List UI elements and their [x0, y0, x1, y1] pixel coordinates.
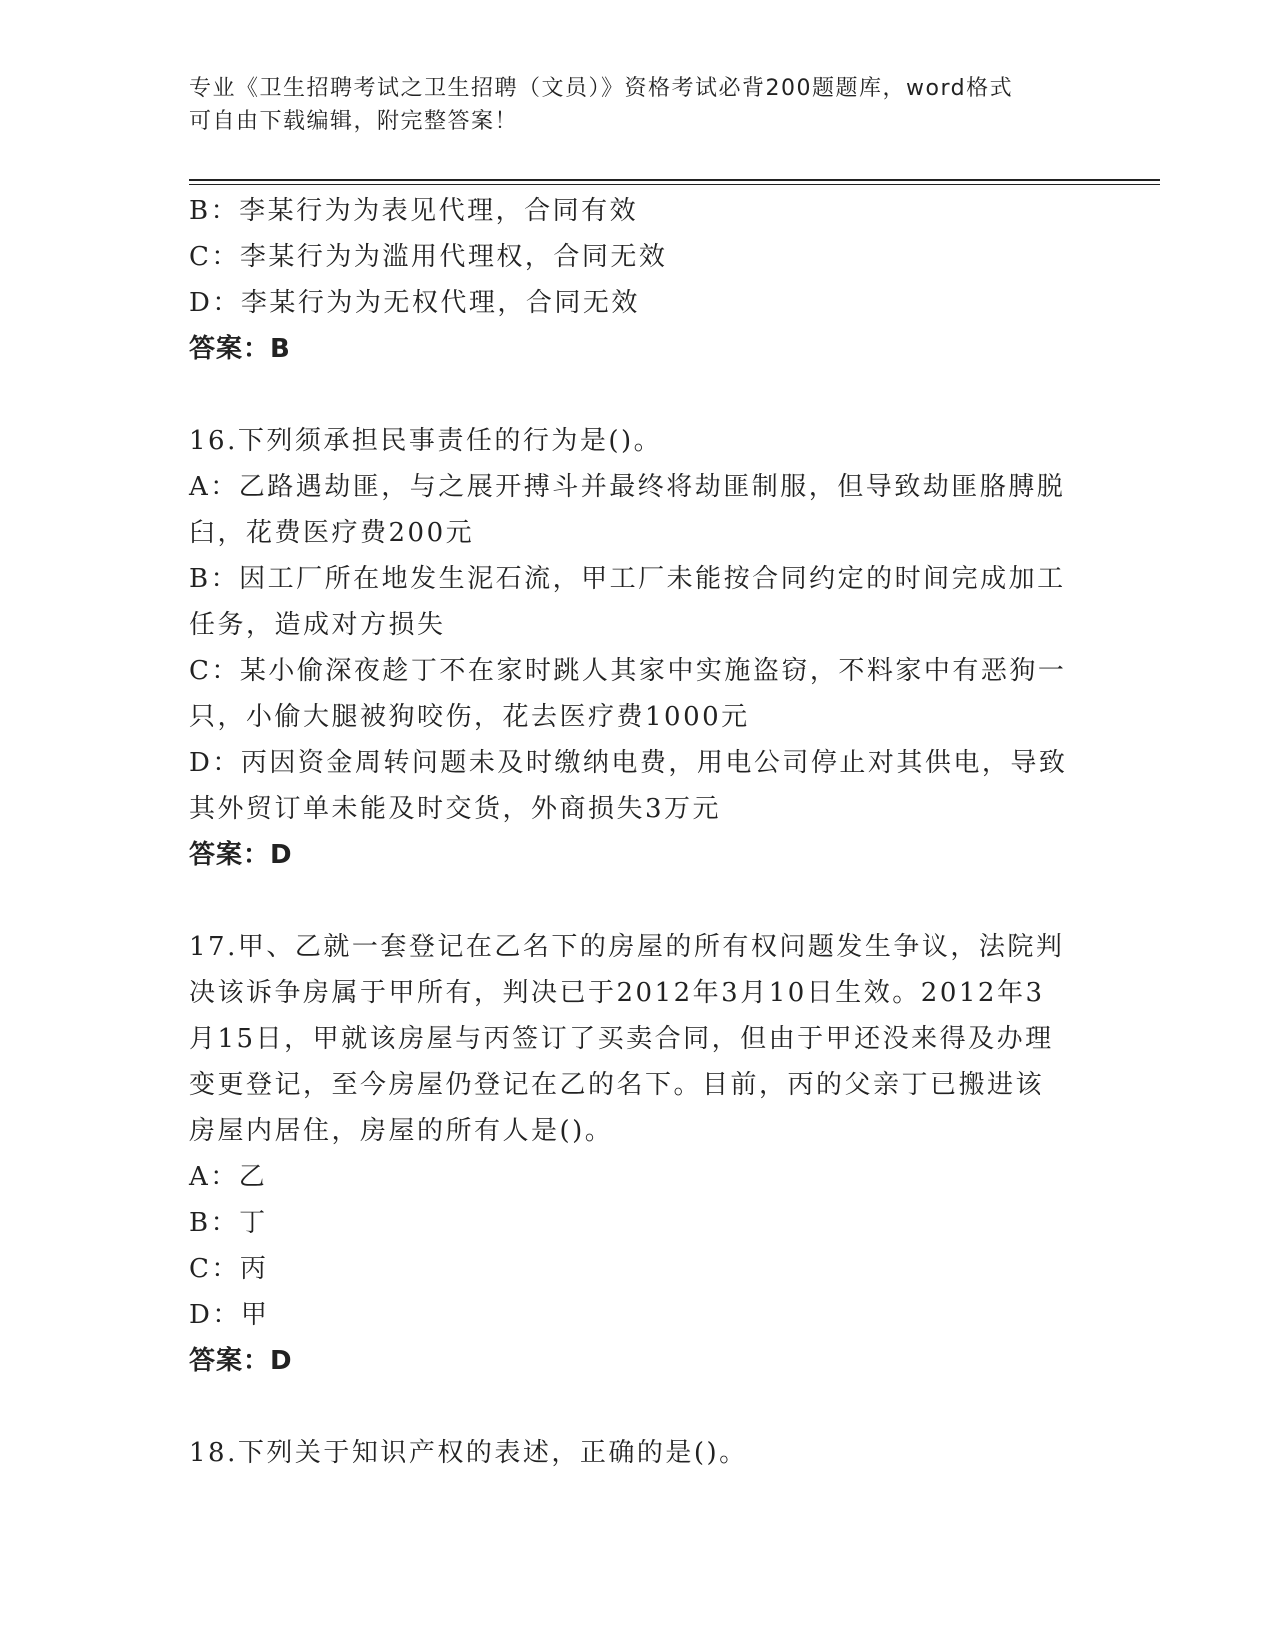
question-17: [189, 924, 1084, 1384]
option-a-line-1: A：乙路遇劫匪，与之展开搏斗并最终将劫匪制服，但导致劫匪胳膊脱: [189, 472, 1066, 502]
option-c: C：丙: [189, 1254, 269, 1284]
question-stem-line-5: 房屋内居住，房屋的所有人是()。: [189, 1116, 614, 1146]
option-b: B：李某行为为表见代理，合同有效: [189, 196, 639, 226]
header-divider-thick: [189, 179, 1160, 181]
header-divider-thin: [189, 184, 1160, 185]
question-stem-line-1: 17.甲、乙就一套登记在乙名下的房屋的所有权问题发生争议，法院判: [189, 932, 1065, 962]
question-stem-line-4: 变更登记，至今房屋仍登记在乙的名下。目前，丙的父亲丁已搬进该: [189, 1070, 1045, 1100]
answer: 答案：B: [189, 334, 291, 364]
option-d-line-2: 其外贸订单未能及时交货，外商损失3万元: [189, 794, 722, 824]
question-18: [189, 1430, 1084, 1476]
option-c-line-1: C：某小偷深夜趁丁不在家时跳人其家中实施盗窃，不料家中有恶狗一: [189, 656, 1067, 686]
question-stem-line-3: 月15日，甲就该房屋与丙签订了买卖合同，但由于甲还没来得及办理: [189, 1024, 1054, 1054]
question-stem: 18.下列关于知识产权的表述，正确的是()。: [189, 1438, 748, 1468]
option-d: D：甲: [189, 1300, 270, 1330]
option-d-line-1: D：丙因资金周转问题未及时缴纳电费，用电公司停止对其供电，导致: [189, 748, 1068, 778]
question-stem: 16.下列须承担民事责任的行为是()。: [189, 426, 663, 456]
option-a-line-2: 臼，花费医疗费200元: [189, 518, 475, 548]
option-a: A：乙: [189, 1162, 268, 1192]
option-c-line-2: 只，小偷大腿被狗咬伤，花去医疗费1000元: [189, 702, 750, 732]
question-16: [189, 418, 1084, 878]
header-title-line-2: 可自由下载编辑，附完整答案！: [189, 109, 519, 134]
option-b-line-1: B：因工厂所在地发生泥石流，甲工厂未能按合同约定的时间完成加工: [189, 564, 1066, 594]
option-b-line-2: 任务，造成对方损失: [189, 610, 446, 640]
question-stem-line-2: 决该诉争房属于甲所有，判决已于2012年3月10日生效。2012年3: [189, 978, 1045, 1008]
option-b: B：丁: [189, 1208, 268, 1238]
option-d: D：李某行为为无权代理，合同无效: [189, 288, 640, 318]
question-content: [189, 188, 1084, 1476]
option-c: C：李某行为为滥用代理权，合同无效: [189, 242, 668, 272]
answer: 答案：D: [189, 1346, 293, 1376]
document-header: [189, 72, 1069, 138]
question-15-tail: [189, 188, 1084, 372]
answer: 答案：D: [189, 840, 293, 870]
header-title-line-1: 专业《卫生招聘考试之卫生招聘（文员）》资格考试必背200题题库，word格式: [189, 76, 1014, 101]
